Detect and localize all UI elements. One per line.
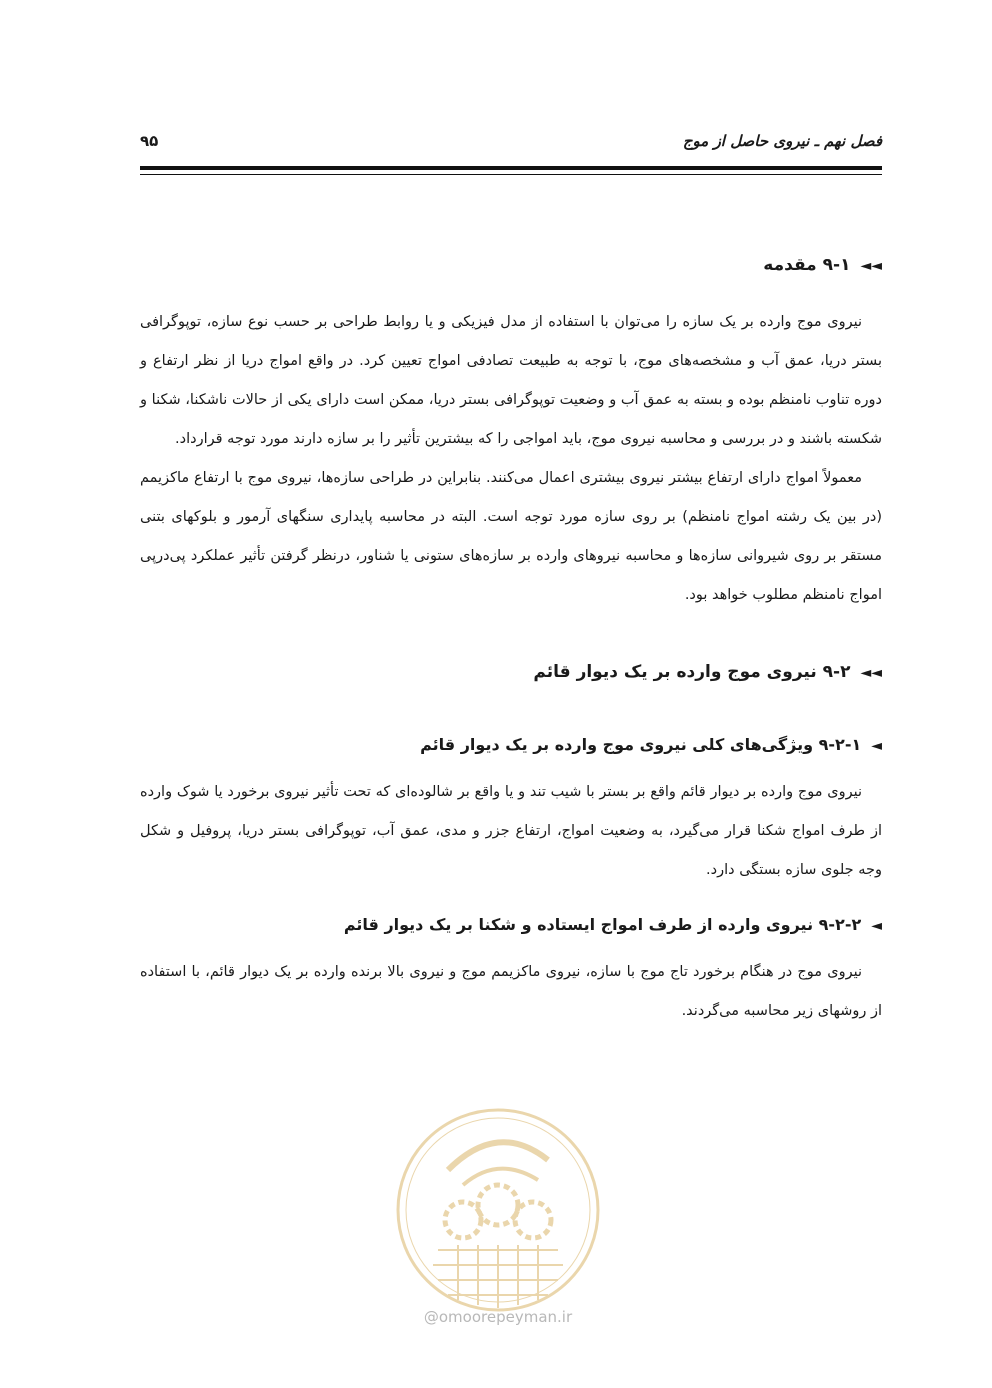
running-title: فصل نهم ـ نیروی حاصل از موج	[682, 132, 882, 150]
page-header	[140, 128, 882, 158]
double-arrow-icon: ◄◄	[860, 665, 882, 681]
watermark-url: @omoorepeyman.ir	[423, 1308, 573, 1326]
subsection-title: ۹-۲-۲ نیروی وارده از طرف امواج ایستاده و شکنا بر یک دیوار قائم	[343, 915, 862, 934]
header-rule-thin	[140, 174, 882, 175]
watermark-logo	[388, 1100, 608, 1320]
body-paragraph: نیروی موج وارده بر دیوار قائم واقع بر بستر با شیب تند و یا واقع بر شالوده‌ای که تحت تأثیر نیروی برخورد یا شوک وارده از طرف امواج شکنا قرار می‌گیرد، به وضعیت امواج، ارتفاع جزر و مدی، عمق آب، توپوگرافی بستر دریا، پروفیل و شکل وجه جلوی سازه بستگی دارد.	[140, 784, 882, 878]
subsection-heading-standing-breaking-waves	[140, 910, 882, 941]
section-heading-introduction	[140, 250, 882, 281]
section-heading-vertical-wall	[140, 657, 882, 688]
subsection-title: ۹-۲-۱ ویژگی‌های کلی نیروی موج وارده بر یک دیوار قائم	[420, 735, 862, 754]
page-number: ۹۵	[140, 132, 159, 150]
header-rule-thick	[140, 166, 882, 170]
body-paragraph: نیروی موج وارده بر یک سازه را می‌توان با استفاده از مدل فیزیکی و یا روابط طراحی بر حسب نوع سازه، توپوگرافی بستر دریا، عمق آب و مشخصه‌های موج، با توجه به طبیعت تصادفی امواج تعیین کرد. در واقع امواج دریا از نظر ارتفاع و دوره تناوب نامنظم بوده و بسته به عمق آب و وضعیت توپوگرافی بستر دریا، ممکن است دارای یکی از حالات ناشکنا، شکنا و شکسته باشند و در بررسی و محاسبه نیروی موج، باید امواجی را که بیشترین تأثیر را بر سازه دارند مورد توجه قرارداد.	[140, 314, 882, 447]
arrow-icon: ◄	[871, 738, 882, 754]
page-content	[140, 250, 882, 1031]
arrow-icon: ◄	[871, 918, 882, 934]
section-title: ۹-۱ مقدمه	[763, 255, 851, 275]
double-arrow-icon: ◄◄	[860, 258, 882, 274]
body-paragraph: نیروی موج در هنگام برخورد تاج موج با سازه، نیروی ماکزیمم موج و نیروی بالا برنده وارده بر یک دیوار قائم، با استفاده از روشهای زیر محاسبه می‌گردند.	[140, 964, 882, 1019]
subsection-heading-general-features	[140, 730, 882, 761]
body-paragraph: معمولاً امواج دارای ارتفاع بیشتر نیروی بیشتری اعمال می‌کنند. بنابراین در طراحی سازه‌ها، نیروی موج با ارتفاع ماکزیمم (در بین یک رشته امواج نامنظم) بر روی سازه مورد توجه است. البته در محاسبه پایداری سنگهای آرمور و بلوکهای بتنی مستقر بر روی شیروانی سازه‌ها و محاسبه نیروهای وارده بر سازه‌های ستونی یا شناور، درنظر گرفتن تأثیر عملکرد پی‌درپی امواج نامنظم مطلوب خواهد بود.	[140, 470, 882, 603]
section-title: ۹-۲ نیروی موج وارده بر یک دیوار قائم	[533, 662, 851, 682]
